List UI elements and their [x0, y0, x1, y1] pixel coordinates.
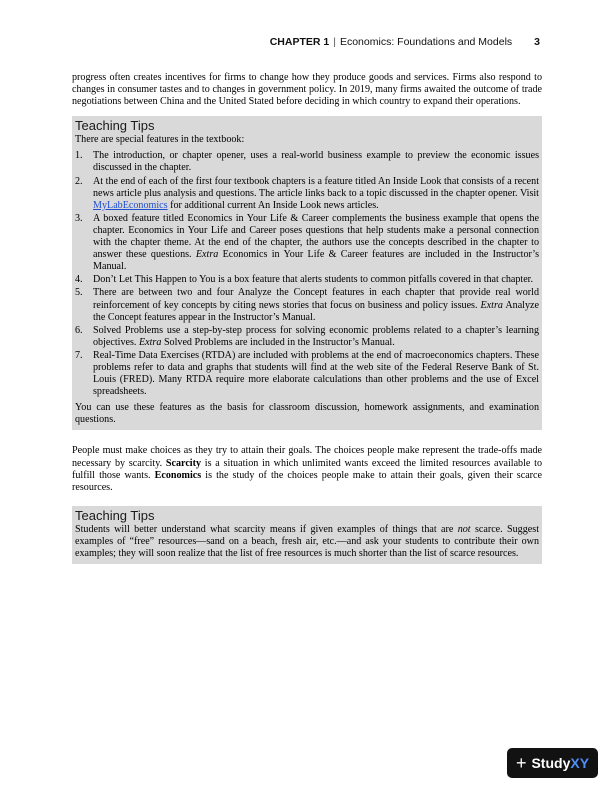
list-text-part: At the end of each of the first four textbook chapters is a feature titled An Inside Look that consists of a recent news article plus analysis and questions. The article links back to a topic discussed in the chapter opener. Visit [93, 175, 539, 199]
list-item [75, 274, 539, 286]
list-text [93, 176, 539, 212]
list-item [75, 213, 539, 273]
list-text-part: Economics in Your Life & Career features are included in the Instructor’s Manual. [93, 249, 540, 273]
list-text: Real-Time Data Exercises (RTDA) are included with problems at the end of macroeconomics chapters. These problems refer to data and graphs that students will find at the web site of the Federal Reserve Bank of St. Louis (FRED). Many RTDA require more elaborate calculations than other problems and the use of Excel spreadsheets. [93, 349, 539, 398]
logo-text [531, 755, 589, 771]
page-number: 3 [534, 36, 540, 48]
list-text-part: A boxed feature titled Economics in Your Life & Career complements the business example that opens the chapter. Economics in Your Life and Career poses questions that help students make a personal connection with the chapter theme. At the end of the chapter, the authors use the concepts described in the chapter to answer these questions. [93, 212, 539, 261]
header-separator: | [333, 36, 336, 48]
list-number: 2. [75, 175, 83, 187]
tip-text-part: scarce. Suggest examples of “free” resources—sand on a beach, fresh air, etc.—and ask your students to contribute their own examples; they will soon realize that the list of free resources is much shorter than the list of scarce resources. [75, 523, 539, 559]
teaching-tips-title: Teaching Tips [75, 118, 155, 134]
list-text-part: Solved Problems use a step-by-step process for solving economic problems related to a chapter’s learning objectives. [93, 324, 539, 348]
list-number: 3. [75, 212, 83, 224]
paragraph-part: is the study of the choices people make to attain their goals, given their scarce resources. [72, 469, 542, 493]
plus-icon: + [515, 753, 527, 773]
paragraph-part: People must make choices as they try to attain their goals. The choices people make represent the trade-offs made necessary by scarcity. [72, 445, 542, 469]
list-item [75, 287, 539, 323]
key-term-economics: Economics [154, 469, 202, 481]
tip-text-part: Students will better understand what scarcity means if given examples of things that are [75, 523, 458, 535]
list-text: Don’t Let This Happen to You is a box feature that alerts students to common pitfalls covered in that chapter. [93, 274, 534, 286]
list-text-part: Solved Problems are included in the Instructor’s Manual. [161, 336, 395, 348]
list-item [75, 325, 539, 349]
italic-term: Extra [480, 299, 503, 311]
italic-term: Extra [138, 336, 162, 348]
list-item [75, 350, 539, 398]
key-term-scarcity: Scarcity [165, 457, 202, 469]
italic-term: not [457, 523, 471, 535]
features-list [75, 150, 539, 398]
list-text: The introduction, or chapter opener, uses a real-world business example to preview the economic issues discussed in the chapter. [93, 150, 539, 174]
list-text-part: Analyze the Concept features appear in the Instructor’s Manual. [93, 299, 539, 323]
list-number: 4. [75, 274, 83, 286]
logo-text-accent: XY [570, 755, 590, 771]
chapter-title: Economics: Foundations and Models [339, 36, 513, 48]
teaching-tips-box-2 [72, 506, 542, 564]
list-number: 1. [75, 150, 83, 162]
list-number: 7. [75, 349, 83, 361]
teaching-tips-title: Teaching Tips [75, 507, 155, 523]
italic-term: Extra [195, 249, 219, 261]
teaching-tips-closing: You can use these features as the basis for classroom discussion, homework assignments, and examination questions. [75, 402, 539, 426]
intro-paragraph: progress often creates incentives for firms to change how they produce goods and services. Firms also respond to changes in consumer tastes and to changes in government policy. In 2019, many firms awaited the outcome of trade negotiations between China and the United Stated before deciding in which country to expand their operations. [72, 72, 542, 108]
list-text-part: There are between two and four Analyze the Concept features in each chapter that provide real world reinforcement of key concepts by citing news stories that focus on business and policy issues. [93, 287, 539, 311]
chapter-label: CHAPTER 1 [269, 36, 330, 48]
teaching-tips-body [75, 524, 539, 560]
list-item [75, 176, 539, 212]
list-item [75, 150, 539, 174]
scarcity-paragraph [72, 445, 542, 493]
list-number: 5. [75, 287, 83, 299]
studyxy-logo[interactable] [507, 748, 598, 778]
mylabeconomics-link[interactable]: MyLabEconomics [93, 199, 168, 211]
page-content [72, 72, 542, 564]
list-text-part: for additional current An Inside Look news articles. [167, 199, 379, 211]
list-text [93, 325, 539, 349]
teaching-tips-intro: There are special features in the textbook: [75, 134, 245, 146]
list-text [93, 213, 539, 273]
logo-text-main: Study [531, 755, 571, 771]
teaching-tips-box-1 [72, 116, 542, 430]
paragraph-part: is a situation in which unlimited wants exceed the limited resources available to fulfill those wants. [72, 457, 542, 481]
list-number: 6. [75, 324, 83, 336]
list-text [93, 287, 539, 323]
page-header [270, 36, 540, 48]
